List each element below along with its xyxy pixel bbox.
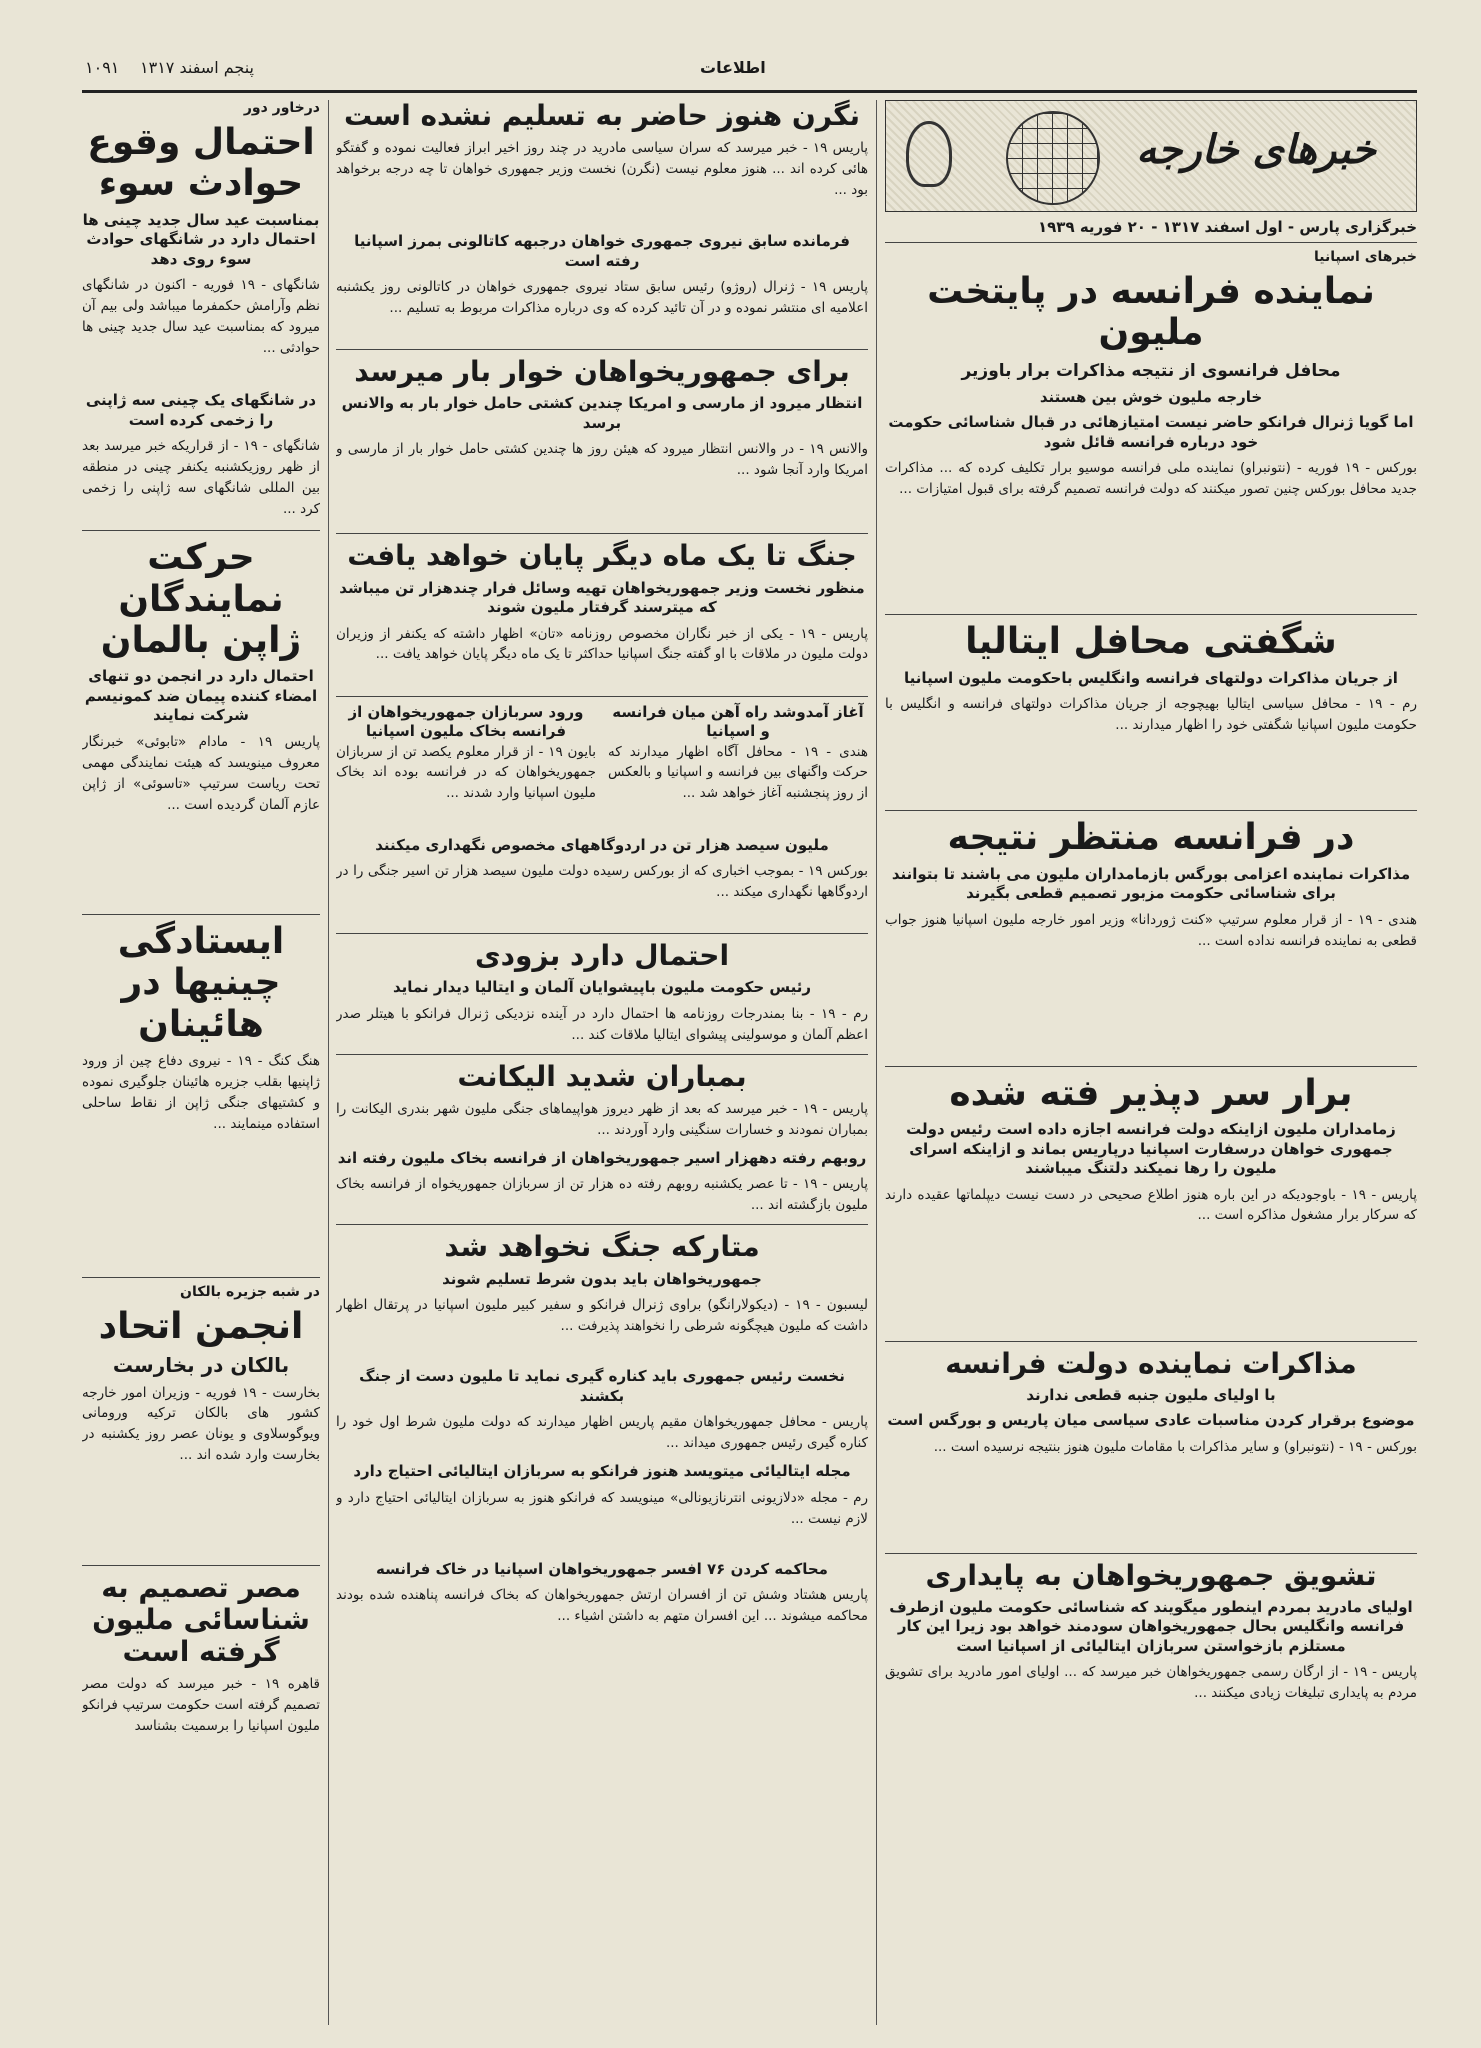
subheadline: موضوع برقرار کردن مناسبات عادی سیاسی میان پاریس و بورگس است — [887, 1411, 1415, 1430]
article-body: قاهره ۱۹ - خبر میرسد که دولت مصر تصمیم گرفته است حکومت سرتیپ فرانکو ملیون اسپانیا را برسمیت بشناسد — [82, 1676, 320, 1734]
subheadline: از جریان مذاکرات دولتهای فرانسه وانگلیس باحکومت ملیون اسپانیا — [904, 668, 1398, 687]
two-column-block — [336, 703, 868, 830]
column-right — [885, 100, 1417, 2025]
article-body: رم - ۱۹ - بنا بمندرجات روزنامه ها احتمال دارد در آینده نزدیکی ژنرال فرانکو با هیتلر صدر اعظم آلمان و موسولینی پیشوای ایتالیا ملاقات کند ... — [336, 1005, 868, 1043]
divider — [885, 1341, 1417, 1342]
article-body: پاریس ۱۹ - ژنرال (روژو) رئیس سابق ستاد نیروی جمهوری خواهان در کاتالونی روز یکشنبه اعلامیه ای منتشر نموده و در آن تائید کرده که وی درباره مذاکرات مربوط به تسلیم ... — [336, 279, 868, 317]
article-body: رم - ۱۹ - محافل سیاسی ایتالیا بهیچوجه از جریان مذاکرات دولتهای فرانسه و انگلیس با حکومت ملیون اسپانیا شگفتی خود را اظهار میدارند ... — [885, 696, 1417, 734]
article-body: پاریس - ۱۹ - از ارگان رسمی جمهوریخواهان خبر میرسد که ... اولیای امور مادرید برای تشویق مردم به پایداری تبلیغات زیادی میکنند ... — [885, 1664, 1417, 1702]
sub-article — [336, 703, 596, 830]
headline: ایستادگی چینیها در هائینان — [117, 920, 285, 1045]
article-body: بخارست - ۱۹ فوریه - وزیران امور خارجه کشور های بالکان ترکیه ورومانی ویوگوسلاوی و یونان عصر روز یکشنبه در بخارست وارد شده اند ... — [82, 1384, 320, 1464]
subheadline: اما گویا ژنرال فرانکو حاضر نیست امتیازهائی در قبال شناسائی حکومت خود درباره فرانسه قائل شود — [888, 413, 1414, 451]
divider — [336, 1054, 868, 1055]
subheadline: ورود سربازان جمهوریخواهان از فرانسه بخاک ملیون اسپانیا — [348, 702, 584, 741]
issue-date: پنجم اسفند ۱۳۱۷ — [140, 58, 254, 77]
headline: شگفتی محافل ایتالیا — [965, 621, 1337, 663]
divider — [82, 530, 320, 531]
article-body: پاریس - ۱۹ - خبر میرسد که بعد از ظهر دیروز هواپیماهای جنگی ملیون شهر بندری الیکانت را بمباران نمودند و خسارات سنگینی وارد آوردند ... — [336, 1100, 868, 1138]
article-body: والانس ۱۹ - در والانس انتظار میرود که هیئن روز ها چندین کشتی حامل خوار بار از مارسی و امریکا وارد آنجا شود ... — [336, 441, 868, 479]
subheadline: در شانگهای یک چینی سه ژاپنی را زخمی کرده است — [85, 391, 317, 429]
article-body: بورکس - ۱۹ فوریه - (نتونبراو) نماینده ملی فرانسه موسیو برار تکلیف کرده که ... مذاکرات جدید محافل بورکس چنین تصور میکنند که دولت فرانسه تصمیم گرفته برای قبول امتیازات ... — [885, 460, 1417, 498]
article-body: پاریس ۱۹ - خبر میرسد که سران سیاسی مادرید در چند روز اخیر ابراز فعالیت نموده و گفتگو هائی کرده اند ... هنوز معلوم نیست (نگرن) نخست وزیر جمهوری خواهان تا چه درجه برخواهد بود ... — [336, 140, 868, 199]
subheadline: با اولیای ملیون جنبه قطعی ندارند — [1026, 1385, 1276, 1404]
divider — [885, 810, 1417, 811]
article-body: شانگهای - ۱۹ فوریه - اکنون در شانگهای نظم وآرامش حکمفرما میباشد ولی بیم آن میرود که بمناسبت عید سال جدید چینی ها حوادثی ... — [82, 277, 320, 357]
logo-title: خبرهای خارجه — [1136, 127, 1376, 173]
headline: نماینده فرانسه در پایتخت ملیون — [927, 271, 1375, 354]
headline: مصر تصمیم به شناسائی ملیون گرفته است — [92, 1570, 310, 1668]
article-body: پاریس - ۱۹ - تا عصر یکشنبه روبهم رفته ده هزار تن از سربازان جمهوریخواه از فرانسه بخاک ملیون بازگشته اند ... — [336, 1176, 868, 1214]
article-body: بورکس - ۱۹ - (نتونبراو) و سایر مذاکرات با مقامات ملیون هنوز بنتیجه نرسیده است ... — [933, 1438, 1417, 1455]
headline: احتمال دارد بزودی — [474, 939, 730, 973]
article-body: لیسبون - ۱۹ - (دیکولارانگو) براوی ژنرال فرانکو و سفیر کبیر ملیون اسپانیا در پرتقال اظهار داشت که ملیون هیچگونه شرطی را نخواهند پذیرفت ... — [336, 1297, 868, 1335]
subheadline: اولیای مادرید بمردم اینطور میگویند که شناسائی حکومت ملیون ازطرف فرانسه وانگلیس بحال جمهوریخواهان سودمند خواهد بود زیرا این کار مستلزم بازخواستن سربازان ایتالیائی از اسپانیا است — [889, 1597, 1413, 1655]
divider — [82, 1565, 320, 1566]
article-body: پاریس - ۱۹ - باوجودیکه در این باره هنوز اطلاع صحیحی در دست نیست دیپلماتها عقیده دارند که سرکار برار مشغول مذاکره است ... — [885, 1186, 1417, 1224]
divider — [336, 933, 868, 934]
headline: بالکان در بخارست — [112, 1352, 290, 1377]
headline: جنگ تا یک ماه دیگر پایان خواهد یافت — [347, 539, 857, 573]
subheadline: بمناسبت عید سال جدید چینی ها احتمال دارد در شانگهای حوادث سوء روی دهد — [82, 210, 320, 268]
subheadline: محافل فرانسوی از نتیجه مذاکرات برار باوزیر — [961, 360, 1341, 381]
ear-icon — [906, 121, 952, 187]
headline: برار سر دپذیر فته شده — [949, 1072, 1353, 1114]
column-left — [82, 100, 320, 2025]
sub-article — [608, 703, 868, 830]
divider — [82, 914, 320, 915]
divider — [885, 1553, 1417, 1554]
subheadline: نخست رئیس جمهوری باید کناره گیری نماید تا ملیون دست از جنگ بکشند — [359, 1367, 845, 1405]
headline: مذاکرات نماینده دولت فرانسه — [945, 1346, 1357, 1380]
headline: تشویق جمهوریخواهان به پایداری — [925, 1558, 1377, 1592]
headline: نگرن هنوز حاضر به تسلیم نشده است — [343, 99, 861, 132]
column-middle — [336, 100, 868, 2025]
divider — [885, 242, 1417, 243]
article-body: پاریس ۱۹ - مادام «تابوئی» خبرنگار معروف مینویسد که هیئت نمایندگی مهمی تحت ریاست سرتیپ «تاسوئی» از ژاپن عازم آلمان گردیده است ... — [82, 733, 320, 813]
subheadline: رئیس حکومت ملیون باپیشوایان آلمان و ایتالیا دیدار نماید — [392, 978, 811, 997]
article-body: شانگهای - ۱۹ - از قراریکه خبر میرسد بعد از ظهر روزیکشنبه یکنفر چینی در منطقه بین المللی شانگهای سه ژاپنی را زخمی کرد ... — [82, 438, 320, 518]
article-body: پاریس - محافل جمهوریخواهان مقیم پاریس اظهار میدارند که دولت ملیون شرط اول خود را کناره گیری رئیس جمهوری میداند ... — [336, 1414, 868, 1452]
section-tag: درخاور دور — [243, 100, 320, 116]
article-body: پاریس - ۱۹ - یکی از خبر نگاران مخصوص روزنامه «تان» اظهار داشته که یکنفر از وزیران دولت ملیون در ملاقات با او گفته جنگ اسپانیا حداکثر تا یک ماه دیگر پایان خواهد یافت ... — [336, 625, 868, 663]
column-divider — [876, 100, 877, 2025]
headline: احتمال وقوع حوادث سوء — [87, 122, 315, 205]
headline: برای جمهوریخواهان خوار بار میرسد — [354, 355, 850, 389]
subheadline: انتظار میرود از مارسی و امریکا چندین کشتی حامل خوار بار به والانس برسد — [341, 394, 863, 432]
foreign-news-logo — [885, 100, 1417, 212]
subheadline: زمامداران ملیون ازاینکه دولت فرانسه اجازه داده است رئیس دولت جمهوری خواهان درسفارت اسپانیا درپاریس بماند و ازاینکه اسرای ملیون را رها نمیکند دلتنگ میباشند — [906, 1120, 1396, 1178]
divider — [885, 1066, 1417, 1067]
agency-line: خبرگزاری پارس - اول اسفند ۱۳۱۷ - ۲۰ فوریه ۱۹۳۹ — [1037, 218, 1417, 236]
subheadline: مذاکرات نماینده اعزامی بورگس بازمامداران ملیون می باشند تا بتوانند برای شناسائی حکومت مزبور تصمیم قطعی بگیرند — [891, 864, 1411, 903]
divider — [336, 696, 868, 697]
newspaper-name: اطلاعات — [700, 58, 766, 77]
subheadline: منظور نخست وزیر جمهوریخواهان تهیه وسائل فرار چندهزار تن میباشد که میترسند گرفتار ملیون شوند — [339, 578, 865, 617]
subheadline: جمهوریخواهان باید بدون شرط تسلیم شوند — [442, 1269, 762, 1288]
headline: انجمن اتحاد — [98, 1306, 304, 1348]
article-body: بایون ۱۹ - از قرار معلوم یکصد تن از سربازان جمهوریخواهان که در فرانسه بوده اند بخاک ملیون اسپانیا وارد شدند ... — [336, 743, 596, 802]
headline: بمباران شدید الیکانت — [457, 1059, 747, 1093]
section-label: خبرهای اسپانیا — [1314, 249, 1417, 265]
top-rule — [82, 90, 1417, 93]
globe-icon — [1006, 111, 1100, 205]
article-body: هنگ کنگ - ۱۹ - نیروی دفاع چین از ورود ژاپنیها بقلب جزیره هائینان جلوگیری نموده و کشتیهای جنگی ژاپن از نقاط ساحلی استفاده مینمایند ... — [82, 1053, 320, 1132]
divider — [82, 1277, 320, 1278]
subheadline: مجله ایتالیائی میتویسد هنوز فرانکو به سربازان ایتالیائی احتیاج دارد — [353, 1462, 851, 1481]
divider — [336, 1224, 868, 1225]
divider — [885, 614, 1417, 615]
subheadline: آغاز آمدوشد راه آهن میان فرانسه و اسپانیا — [612, 702, 864, 741]
divider — [336, 349, 868, 350]
subheadline: محاکمه کردن ۷۶ افسر جمهوریخواهان اسپانیا در خاک فرانسه — [376, 1559, 828, 1578]
column-divider — [328, 100, 329, 2025]
article-body: رم - مجله «دلازیونی انترنازیونالی» مینویسد که فرانکو هنوز به سربازان ایتالیائی احتیاج دارد و لازم نیست ... — [336, 1489, 868, 1527]
subheadline: ملیون سیصد هزار تن در اردوگاههای مخصوص نگهداری میکنند — [375, 835, 829, 854]
divider — [336, 533, 868, 534]
page-number: ۱۰۹۱ — [85, 58, 120, 77]
article-body: پاریس هشتاد وشش تن از افسران ارتش جمهوریخواهان که بخاک فرانسه پناهنده شده بودند محاکمه میشوند ... این افسران متهم به داشتن اشیاء ... — [336, 1587, 868, 1625]
article-body: هندی - ۱۹ - محافل آگاه اظهار میدارند که حرکت واگنهای بین فرانسه و اسپانیا و بالعکس از روز پنجشنبه آغاز خواهد شد ... — [608, 743, 868, 802]
subheadline: روبهم رفته دههزار اسیر جمهوریخواهان از فرانسه بخاک ملیون رفته اند — [337, 1148, 867, 1167]
article-body: هندی - ۱۹ - از قرار معلوم سرتیپ «کنت ژوردانا» وزیر امور خارجه ملیون اسپانیا هنوز جواب قطعی به نماینده فرانسه نداده است ... — [885, 911, 1417, 949]
article-body: بورکس ۱۹ - بموجب اخباری که از بورکس رسیده دولت ملیون سیصد هزار تن اسیر جنگی را در اردوگاهها نگهداری میکند ... — [336, 863, 868, 900]
section-tag: در شبه جزیره بالکان — [180, 1284, 320, 1301]
headline: متارکه جنگ نخواهد شد — [444, 1230, 760, 1264]
subheadline: فرمانده سابق نیروی جمهوری خواهان درجبهه کاتالونی بمرز اسپانیا رفته است — [354, 232, 850, 270]
headline: در فرانسه منتظر نتیجه — [947, 817, 1355, 859]
subheadline: خارجه ملیون خوش بین هستند — [1039, 387, 1263, 406]
subheadline: احتمال دارد در انجمن دو تنهای امضاء کننده پیمان ضد کمونیسم شرکت نمایند — [84, 667, 318, 725]
headline: حرکت نمایندگان ژاپن بالمان — [100, 537, 302, 662]
